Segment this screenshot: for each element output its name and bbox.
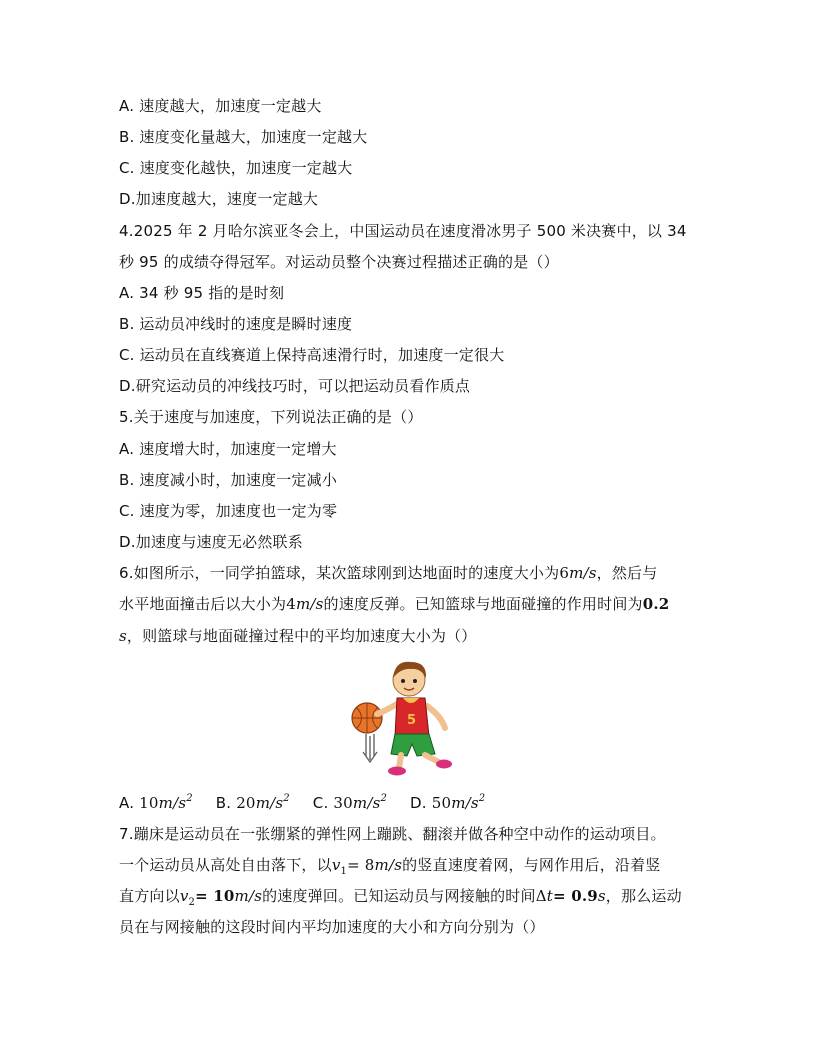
q6-option-c-value: 30 [333, 794, 353, 812]
q6-option-a [119, 793, 193, 813]
q6-time: 0.2 [642, 595, 670, 613]
q5-option-a: A. 速度增大时，加速度一定增大 [119, 440, 337, 458]
q6-option-a-letter: A. [119, 794, 135, 812]
q6-option-b-letter: B. [215, 794, 232, 812]
q6-option-d-exp: 2 [478, 793, 486, 804]
q6-option-b-unit: m/s [255, 794, 284, 812]
q4-option-c: C. 运动员在直线赛道上保持高速滑行时，加速度一定很大 [119, 346, 505, 364]
q4-option-d: D.研究运动员的冲线技巧时，可以把运动员看作质点 [119, 377, 471, 395]
q6-stem-line2 [119, 594, 669, 614]
q7-delta: Δ [535, 887, 547, 905]
shorts [391, 734, 435, 756]
q6-option-d-value: 50 [431, 794, 452, 812]
q7-l3-text-b: 的速度弹回。已知运动员与网接触的时间 [262, 887, 536, 905]
q4-stem-line2: 秒 95 的成绩夺得冠军。对运动员整个决赛过程描述正确的是（） [119, 253, 559, 271]
q7-l3-text-c: ，那么运动 [605, 887, 682, 905]
q6-speed-1: 6 [559, 564, 570, 582]
q7-v2-unit: m/s [234, 887, 263, 905]
q6-option-c-unit: m/s [352, 794, 381, 812]
q6-unit-2: m/s [295, 595, 324, 613]
q6-unit-1: m/s [569, 564, 597, 582]
q7-stem-line4: 员在与网接触的这段时间内平均加速度的大小和方向分别为（） [119, 918, 545, 936]
q6-speed-2: 4 [286, 595, 296, 613]
q6-unit-s: s [119, 627, 127, 645]
basketball-boy-illustration [345, 656, 470, 781]
q7-v1-sub: 1 [340, 866, 348, 877]
q5-stem: 5.关于速度与加速度，下列说法正确的是（） [119, 408, 423, 426]
q6-option-a-value: 10 [139, 794, 159, 812]
q4-option-b: B. 运动员冲线时的速度是瞬时速度 [119, 315, 353, 333]
q4-stem-line1: 4.2025 年 2 月哈尔滨亚冬会上，中国运动员在速度滑冰男子 500 米决赛中，以 34 [119, 222, 687, 240]
q7-t-symbol: t [546, 887, 553, 905]
q7-dt-eq: = 0.9 [553, 887, 598, 905]
q6-option-c-letter: C. [312, 794, 329, 812]
q7-l2-text-a: 一个运动员从高处自由落下，以 [119, 856, 332, 874]
q7-dt-unit: s [597, 887, 606, 905]
q6-l1-text-a: 6.如图所示，一同学拍篮球，某次篮球刚到达地面时的速度大小为 [119, 564, 560, 582]
q6-l2-text-b: 的速度反弹。已知篮球与地面碰撞的作用时间为 [323, 595, 643, 613]
q7-stem-line2 [119, 855, 661, 875]
q6-stem-line1 [119, 563, 657, 583]
q6-option-b-exp: 2 [283, 793, 290, 804]
jersey-number: 5 [407, 713, 417, 728]
q7-l3-text-a: 直方向以 [119, 887, 180, 905]
q6-option-c-exp: 2 [380, 793, 388, 804]
q7-l2-text-b: 的竖直速度着网，与网作用后，沿着竖 [402, 856, 661, 874]
q6-option-a-exp: 2 [186, 793, 193, 804]
q6-option-c [313, 793, 387, 813]
q3-option-c: C. 速度变化越快，加速度一定越大 [119, 159, 353, 177]
q6-l3-text: ，则篮球与地面碰撞过程中的平均加速度大小为（） [126, 627, 477, 645]
q6-options [119, 793, 503, 813]
q6-option-d-unit: m/s [451, 794, 479, 812]
q5-option-b: B. 速度减小时，加速度一定减小 [119, 471, 338, 489]
shoe-right [436, 760, 452, 769]
q6-option-d [410, 793, 485, 813]
q6-option-a-unit: m/s [158, 794, 187, 812]
q6-stem-line3 [119, 626, 477, 646]
q4-option-a: A. 34 秒 95 指的是时刻 [119, 284, 285, 302]
q7-v1-symbol: v [331, 856, 341, 874]
q6-option-b-value: 20 [236, 794, 256, 812]
q7-v2-sub: 2 [188, 897, 196, 908]
q6-option-b [216, 793, 290, 813]
speed-lines [363, 734, 377, 762]
q7-stem-line3 [119, 886, 682, 906]
q6-l1-text-b: ，然后与 [596, 564, 658, 582]
q3-option-d: D.加速度越大，速度一定越大 [119, 190, 319, 208]
q6-l2-text-a: 水平地面撞击后以大小为 [119, 595, 287, 613]
q3-option-b: B. 速度变化量越大，加速度一定越大 [119, 128, 368, 146]
q3-option-a: A. 速度越大，加速度一定越大 [119, 97, 322, 115]
q5-option-d: D.加速度与速度无必然联系 [119, 533, 303, 551]
q7-stem-line1: 7.蹦床是运动员在一张绷紧的弹性网上蹦跳、翻滚并做各种空中动作的运动项目。 [119, 825, 666, 843]
q7-v1-eq: = 8 [347, 856, 375, 874]
q7-v2-symbol: v [179, 887, 189, 905]
q5-option-c: C. 速度为零，加速度也一定为零 [119, 502, 338, 520]
q7-v2-eq: = 10 [195, 887, 235, 905]
q6-option-d-letter: D. [410, 794, 427, 812]
shoe-left [388, 767, 406, 776]
q7-v1-unit: m/s [374, 856, 403, 874]
